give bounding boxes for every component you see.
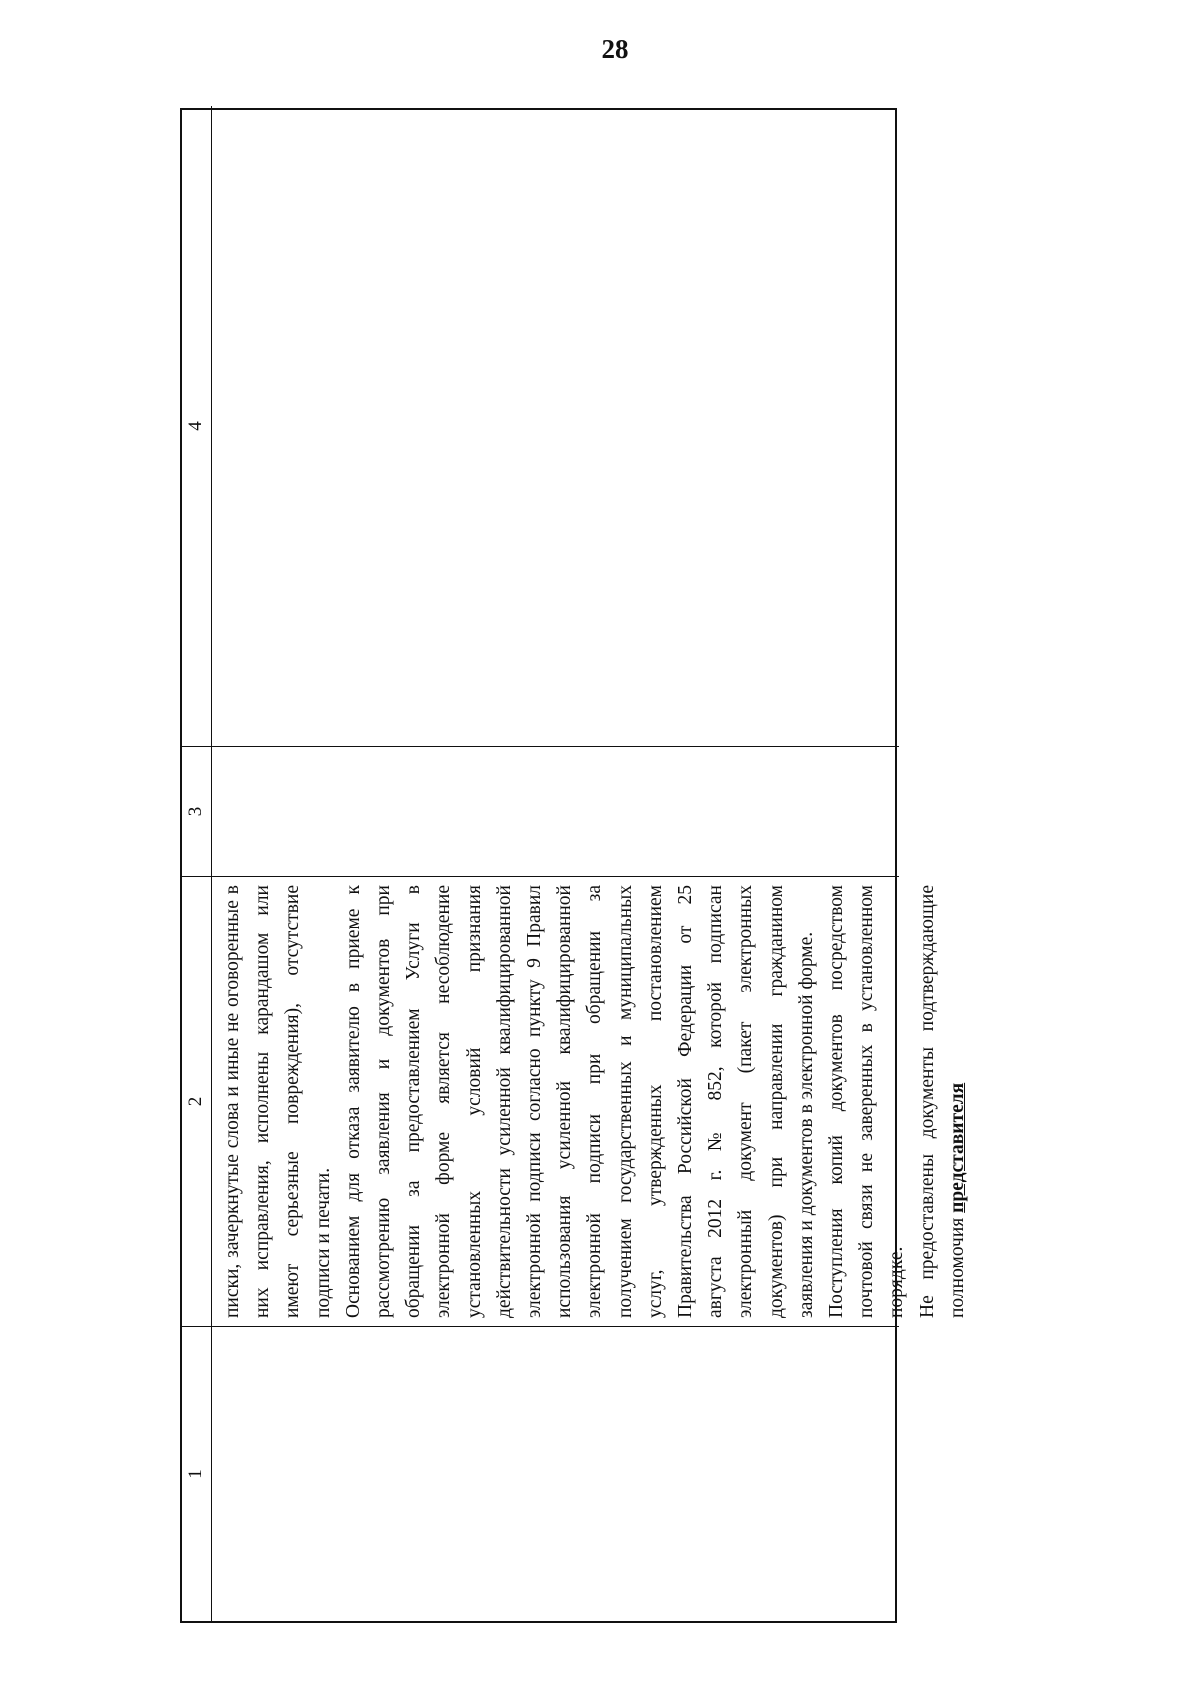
cell-col-4	[212, 106, 899, 746]
col2-paragraph-last	[913, 885, 973, 1318]
col2-paragraph: Основанием для отказа заявителю в приеме к рассмотрению заявления и документов при обращении за предоставлением Услуги в электронной форме является несоблюдение установленных условий признания действительности усиленной квалифицированной электронной подписи согласно пункту 9 Правил использования усиленной квалифицированной электронной подписи при обращении за получением государственных и муниципальных услуг, утвержденных постановлением Правительства Российской Федерации от 25 августа 2012 г. № 852, которой подписан электронный документ (пакет электронных документов) при направлении гражданином заявления и документов в электронной форме.	[342, 885, 817, 1318]
header-col-2: 2	[182, 876, 212, 1326]
requirements-table	[180, 108, 968, 1623]
cell-col-2	[212, 876, 968, 1326]
header-col-1: 1	[182, 1326, 212, 1621]
cell-col-1	[212, 1326, 899, 1621]
col2-emphasis-text: представителя	[946, 1082, 968, 1213]
cell-col-3	[212, 746, 899, 876]
col2-paragraph: Поступления копий документов посредством почтовой связи не заверенных в установленном порядке.	[826, 885, 908, 1318]
header-col-3: 3	[182, 746, 212, 876]
header-col-4: 4	[182, 106, 212, 746]
col2-last-text: Не предоставлены документы подтверждающие полномочия	[916, 885, 968, 1318]
page-number: 28	[601, 34, 629, 64]
col2-paragraph: писки, зачеркнутые слова и иные не оговоренные в них исправления, исполнены карандашом или имеют серьезные повреждения), отсутствие подписи и печати.	[222, 885, 334, 1318]
rotated-table-wrapper	[180, 108, 968, 1623]
